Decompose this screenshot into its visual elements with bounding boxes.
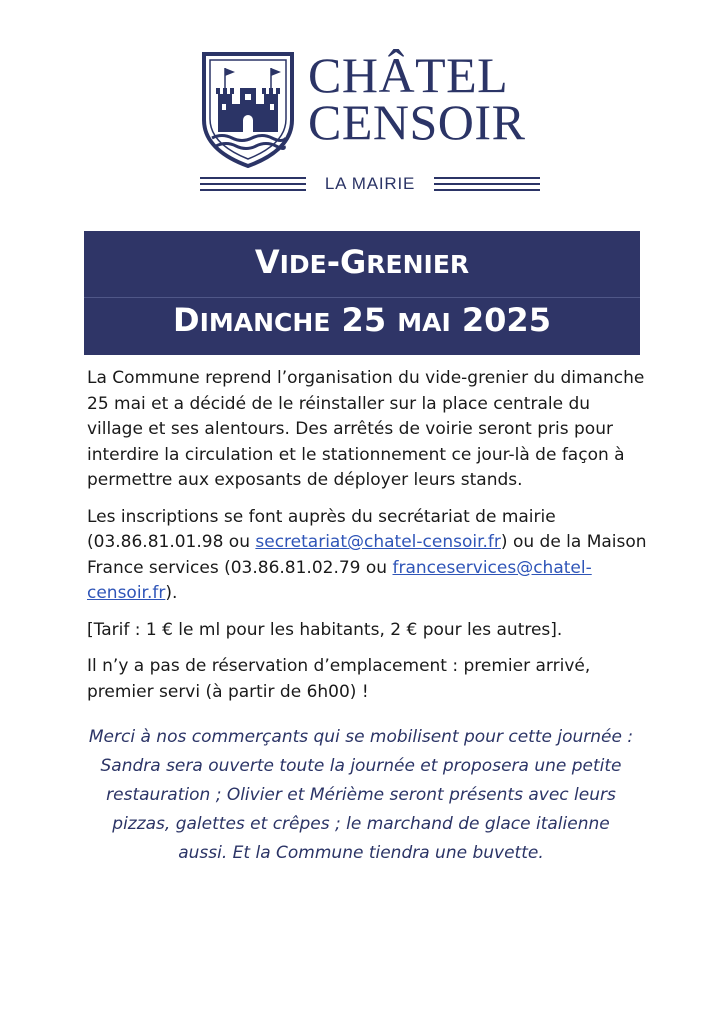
town-logo	[200, 47, 540, 200]
town-name	[308, 47, 526, 150]
event-date-month: MAI	[397, 308, 451, 337]
announcement-body	[87, 366, 647, 879]
event-title-second-initial: -G	[326, 243, 367, 281]
event-date	[84, 301, 640, 339]
franceservices-email-link[interactable]: franceservices@chatel-censoir.fr	[87, 557, 592, 603]
intro-paragraph: La Commune reprend l’organisation du vide-grenier du dimanche 25 mai et a décidé de le réinstaller sur la place centrale du village et ses alentours. Des arrêtés de voirie seront pris pour interdire la circulation et le stationnement ce jour-là de façon à permettre aux exposants de déployer leurs stands.	[87, 368, 645, 490]
mairie-subtitle-row	[200, 172, 540, 198]
secretariat-email-link[interactable]: secretariat@chatel-censoir.fr	[255, 532, 501, 552]
tarif-paragraph: [Tarif : 1 € le ml pour les habitants, 2 € pour les autres].	[87, 619, 563, 640]
event-banner	[84, 231, 640, 355]
event-date-day: IMANCHE	[199, 308, 331, 337]
left-decorative-lines	[200, 177, 306, 193]
inscriptions-paragraph	[87, 505, 647, 607]
event-date-number: 25	[330, 301, 398, 339]
banner-divider	[84, 297, 640, 298]
town-name-line-1: CHÂTEL	[308, 47, 509, 103]
right-decorative-lines	[434, 177, 540, 193]
inscriptions-text-1: Les inscriptions se font auprès du secrétariat de mairie (03.86.81.01.98 ou	[87, 506, 556, 552]
event-date-year: 2025	[450, 301, 551, 339]
event-title-initial: V	[254, 243, 280, 281]
inscriptions-text-3: ).	[165, 583, 178, 603]
reservation-paragraph: Il n’y a pas de réservation d’emplacement : premier arrivé, premier servi (à partir de 6h00) !	[87, 656, 591, 702]
event-title-smallcaps: IDE	[279, 250, 327, 279]
event-title	[84, 243, 640, 281]
event-title-smallcaps-end: RENIER	[366, 250, 470, 279]
mairie-subtitle: LA MAIRIE	[324, 174, 416, 193]
inscriptions-text-2: ) ou de la Maison France services (03.86.81.02.79 ou	[87, 532, 647, 578]
event-date-initial: D	[173, 301, 200, 339]
town-name-line-2: CENSOIR	[308, 94, 526, 150]
castle-crest-icon	[200, 50, 296, 168]
thanks-paragraph: Merci à nos commerçants qui se mobilisent pour cette journée : Sandra sera ouverte toute la journée et proposera une petite restauration ; Olivier et Mérième seront présents avec leurs pizzas, galettes et crêpes ; le marchand de glace italienne aussi. Et la Commune tiendra une buvette.	[88, 727, 634, 863]
